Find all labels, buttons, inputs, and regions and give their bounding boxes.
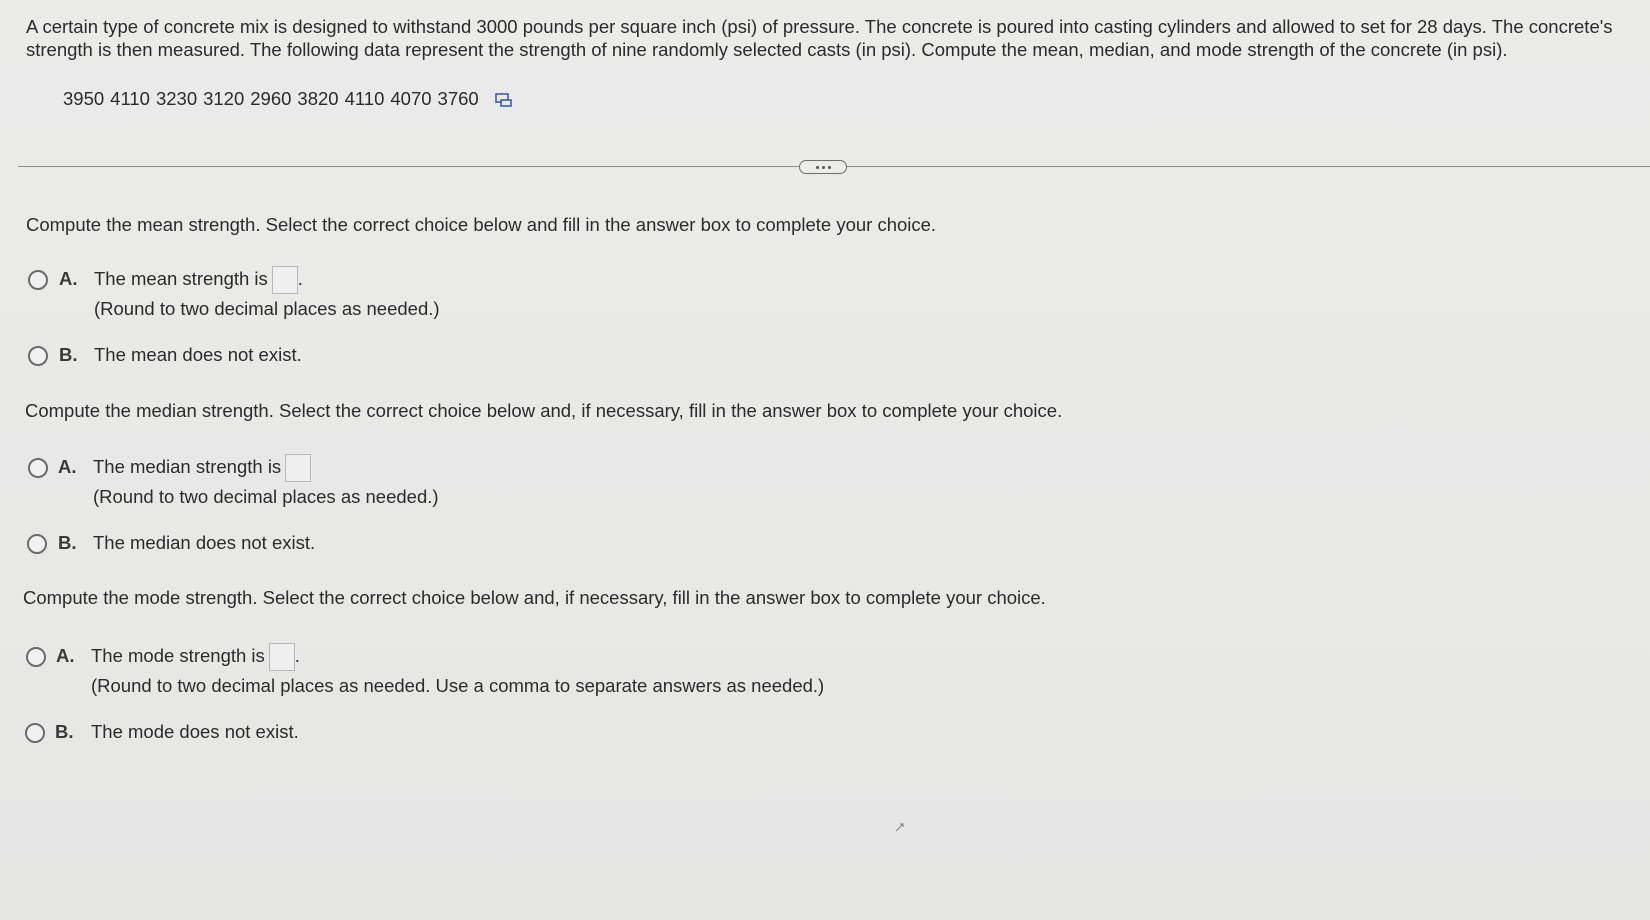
cursor-icon (895, 822, 905, 832)
median-option-a-label (93, 452, 311, 482)
mode-option-b-radio[interactable] (25, 723, 45, 743)
median-question: Compute the median strength. Select the correct choice below and, if necessary, fill in the answer box to complete your choice. (25, 400, 1063, 421)
option-text: The median strength is (93, 456, 282, 477)
option-letter: A. (59, 268, 78, 289)
copy-data-icon[interactable] (495, 91, 513, 107)
data-value: 3950 (63, 88, 105, 109)
more-dots-icon[interactable] (799, 160, 847, 174)
option-text: The mean does not exist. (94, 344, 302, 365)
mean-option-a-radio[interactable] (28, 270, 48, 290)
data-value: 4110 (110, 88, 150, 109)
data-value: 4110 (344, 88, 385, 109)
median-option-b-radio[interactable] (27, 534, 47, 554)
mean-option-a-label (94, 264, 303, 294)
option-suffix: . (297, 268, 303, 289)
option-letter: B. (58, 532, 77, 553)
option-suffix: . (294, 645, 300, 666)
rounding-note: (Round to two decimal places as needed.) (93, 486, 439, 507)
mean-answer-box[interactable] (272, 266, 298, 294)
median-option-a[interactable] (0, 452, 700, 514)
mode-answer-box[interactable] (269, 643, 295, 671)
option-letter: A. (56, 645, 75, 666)
mode-option-a[interactable] (0, 641, 900, 703)
data-value: 3820 (297, 88, 339, 109)
data-value: 3760 (437, 88, 479, 109)
data-value: 4070 (390, 88, 432, 109)
mean-option-b-radio[interactable] (28, 346, 48, 366)
median-option-b[interactable] (0, 528, 700, 558)
rounding-note: (Round to two decimal places as needed.) (94, 298, 440, 319)
option-letter: B. (55, 721, 74, 742)
data-values (63, 88, 485, 110)
rounding-note: (Round to two decimal places as needed. Use a comma to separate answers as needed.) (91, 675, 825, 696)
data-value: 3230 (155, 88, 198, 109)
median-option-a-radio[interactable] (28, 458, 48, 478)
data-value: 3120 (203, 88, 245, 109)
option-text: The mode does not exist. (91, 721, 299, 742)
option-text: The mode strength is (91, 645, 265, 666)
data-values-row (63, 88, 513, 110)
mean-option-a[interactable] (0, 264, 700, 326)
mean-option-b[interactable] (0, 340, 700, 370)
option-text: The mean strength is (94, 268, 268, 289)
problem-statement: A certain type of concrete mix is designed to withstand 3000 pounds per square inch (psi) of pressure. The concrete is poured into casting cylinders and allowed to set for 28 days. The concrete's strength is then measured. The following data represent the strength of nine randomly selected casts (in psi). Compute the mean, median, and mode strength of the concrete (in psi). (26, 16, 1613, 60)
data-value: 2960 (250, 88, 292, 109)
mode-option-b[interactable] (0, 717, 700, 747)
median-answer-box[interactable] (285, 454, 311, 482)
option-letter: B. (59, 344, 78, 365)
option-letter: A. (58, 456, 77, 477)
mode-option-a-radio[interactable] (26, 647, 46, 667)
option-text: The median does not exist. (93, 532, 316, 553)
mode-option-a-label (91, 641, 300, 671)
mode-question: Compute the mode strength. Select the correct choice below and, if necessary, fill in the answer box to complete your choice. (23, 587, 1046, 608)
mean-question: Compute the mean strength. Select the correct choice below and fill in the answer box to complete your choice. (26, 214, 937, 235)
